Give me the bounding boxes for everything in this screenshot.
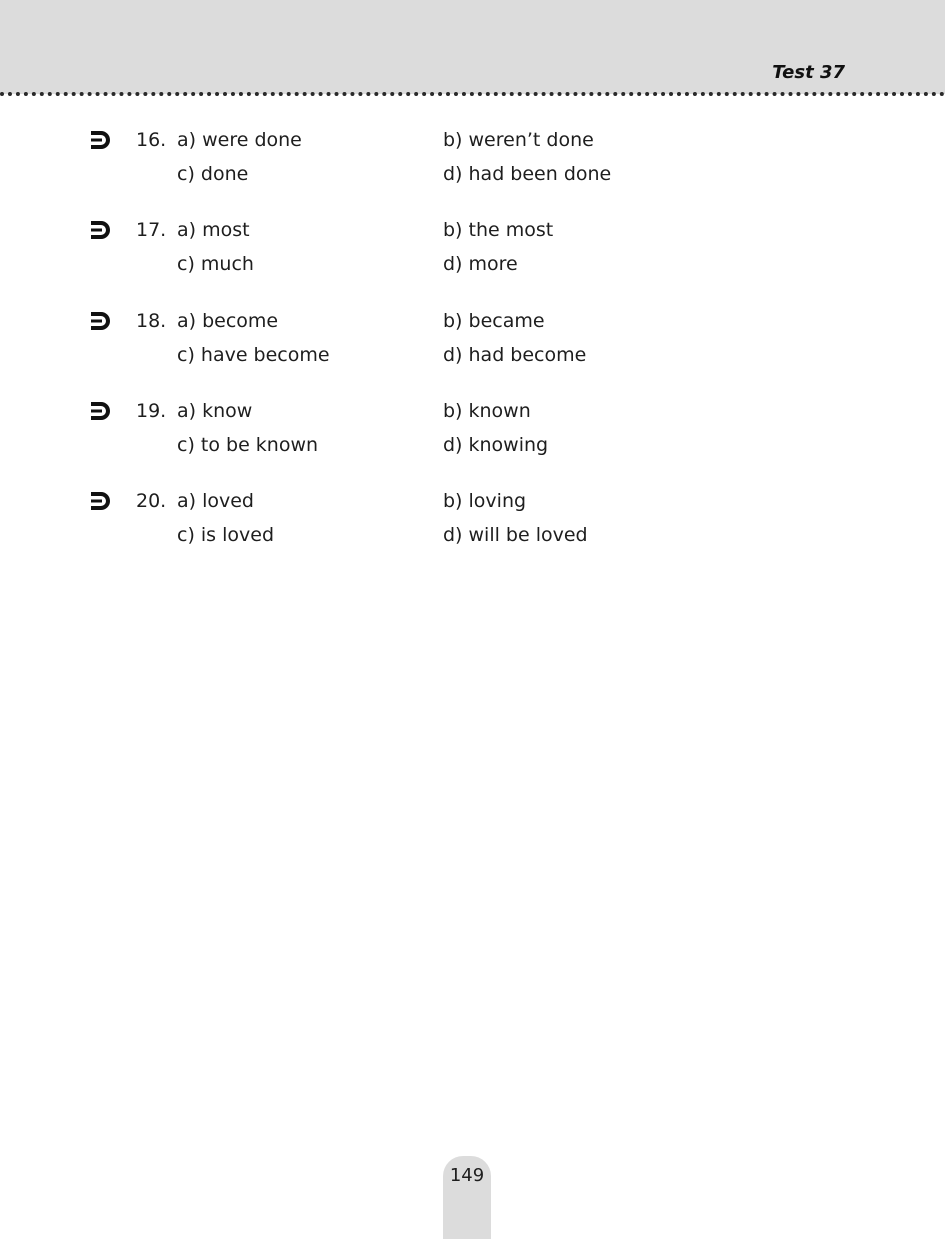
arrow-right-icon	[90, 221, 112, 239]
option-c: c) to be known	[177, 434, 319, 456]
question-number: 16.	[136, 129, 167, 151]
option-a: a) know	[177, 400, 253, 422]
option-c: c) much	[177, 253, 254, 275]
question-17	[0, 218, 945, 288]
arrow-right-icon	[90, 312, 112, 330]
option-a: a) most	[177, 219, 250, 241]
arrow-right-icon	[90, 402, 112, 420]
arrow-right-icon	[90, 131, 112, 149]
option-b: b) the most	[443, 219, 554, 241]
page-number: 149	[449, 1165, 485, 1186]
option-d: d) knowing	[443, 434, 549, 456]
arrow-right-icon	[90, 492, 112, 510]
question-16	[0, 128, 945, 198]
question-number: 18.	[136, 310, 167, 332]
option-b: b) became	[443, 310, 545, 332]
option-d: d) had been done	[443, 163, 612, 185]
question-number: 19.	[136, 400, 167, 422]
dotted-divider	[0, 92, 945, 96]
option-d: d) will be loved	[443, 524, 588, 546]
question-19	[0, 399, 945, 469]
option-a: a) become	[177, 310, 279, 332]
option-d: d) had become	[443, 344, 587, 366]
option-a: a) loved	[177, 490, 254, 512]
option-c: c) is loved	[177, 524, 275, 546]
option-b: b) weren’t done	[443, 129, 594, 151]
option-c: c) done	[177, 163, 249, 185]
question-18	[0, 309, 945, 379]
question-20	[0, 489, 945, 559]
option-d: d) more	[443, 253, 518, 275]
option-b: b) known	[443, 400, 531, 422]
question-number: 20.	[136, 490, 167, 512]
question-number: 17.	[136, 219, 167, 241]
test-title: Test 37	[772, 62, 845, 83]
option-a: a) were done	[177, 129, 302, 151]
option-c: c) have become	[177, 344, 330, 366]
option-b: b) loving	[443, 490, 527, 512]
